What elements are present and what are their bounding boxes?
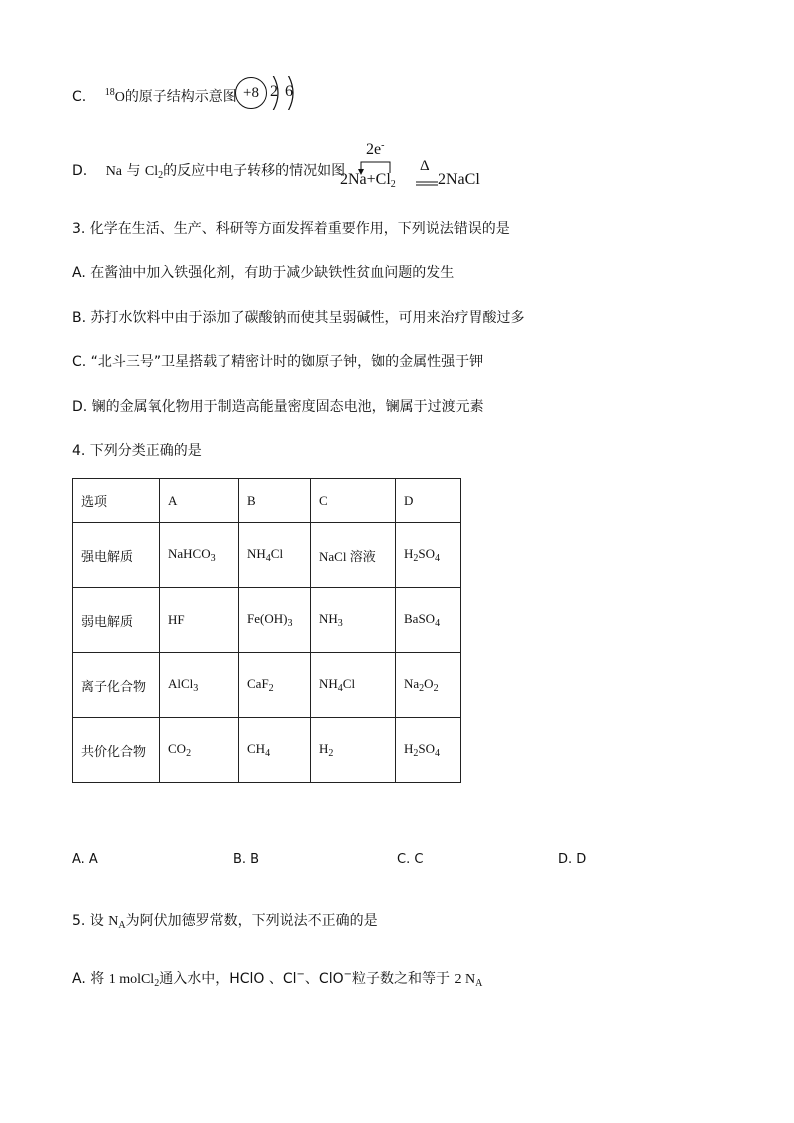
shell-2-count: 6: [285, 83, 293, 100]
option-3c: C. “北斗三号”卫星搭载了精密计时的铷原子钟，铷的金属性强于钾: [72, 354, 484, 370]
table-cell: BaSO$_4$: [396, 588, 461, 653]
table-cell: $H_2$: [311, 718, 396, 783]
isotope-mass: 18: [104, 87, 115, 98]
option-2d: D. Na 与 $Cl_2$的反应中电子转移的情况如图: [72, 163, 346, 181]
option-3a: A. 在酱油中加入铁强化剂，有助于减少缺铁性贫血问题的发生: [72, 265, 455, 281]
header-cell: A: [160, 479, 239, 523]
table-cell: NaHCO$_3$: [160, 523, 239, 588]
equation-reactants: $2Na+Cl_2$: [340, 171, 396, 190]
row-label: 共价化合物: [73, 718, 160, 783]
option-text: 的原子结构示意图: [124, 89, 237, 105]
table-row: [73, 718, 461, 783]
question-5-stem: 5. 设 $N_A$为阿伏加德罗常数，下列说法不正确的是: [72, 913, 378, 931]
table-header-row: [73, 479, 461, 523]
table-cell: HF: [160, 588, 239, 653]
option-letter: C.: [72, 89, 87, 105]
question-3-stem: 3. 化学在生活、生产、科研等方面发挥着重要作用，下列说法错误的是: [72, 221, 510, 237]
table-cell: $NH_4Cl$: [239, 523, 311, 588]
option-3b: B. 苏打水饮料中由于添加了碳酸钠而使其呈弱碱性，可用来治疗胃酸过多: [72, 310, 525, 326]
answer-choice-a: A. A: [72, 852, 98, 867]
table-cell: AlCl$_3$: [160, 653, 239, 718]
table-cell: $Fe(OH)_3$: [239, 588, 311, 653]
table-row: [73, 653, 461, 718]
answer-choice-c: C. C: [397, 852, 424, 867]
header-cell: B: [239, 479, 311, 523]
header-cell: C: [311, 479, 396, 523]
shell-1-count: 2: [270, 83, 278, 100]
header-cell: 选项: [73, 479, 160, 523]
element-symbol: O: [114, 90, 125, 105]
answer-choice-d: D. D: [558, 852, 587, 867]
table-cell: $CO_2$: [160, 718, 239, 783]
table-cell: $NH_3$: [311, 588, 396, 653]
classification-table: [72, 478, 461, 783]
option-3d: D. 镧的金属氧化物用于制造高能量密度固态电池，镧属于过渡元素: [72, 399, 484, 415]
table-cell: $Na_2O_2$: [396, 653, 461, 718]
equation-product: 2NaCl: [438, 171, 480, 188]
table-cell: $H_2SO_4$: [396, 523, 461, 588]
question-4-stem: 4. 下列分类正确的是: [72, 443, 202, 459]
electron-count: 2e-: [366, 140, 385, 158]
table-row: [73, 588, 461, 653]
option-5a: A. 将 1 molCl$_2$通入水中，HClO 、Cl−、ClO−粒子数之和等于 2 $N_A$: [72, 969, 483, 989]
row-label: 离子化合物: [73, 653, 160, 718]
table-cell: $CH_4$: [239, 718, 311, 783]
option-2c: [72, 84, 237, 107]
table-cell: NaCl 溶液: [311, 523, 396, 588]
row-label: 弱电解质: [73, 588, 160, 653]
row-label: 强电解质: [73, 523, 160, 588]
answer-choice-b: B. B: [233, 852, 260, 867]
nucleus: +8: [235, 77, 267, 109]
option-letter: D.: [72, 163, 88, 179]
table-cell: $H_2SO_4$: [396, 718, 461, 783]
table-row: [73, 523, 461, 588]
table-cell: $NH_4Cl$: [311, 653, 396, 718]
electron-transfer-equation: [340, 140, 500, 195]
heat-condition-icon: Δ: [420, 158, 430, 174]
table-cell: CaF$_2$: [239, 653, 311, 718]
atom-structure-diagram: [235, 76, 305, 110]
header-cell: D: [396, 479, 461, 523]
